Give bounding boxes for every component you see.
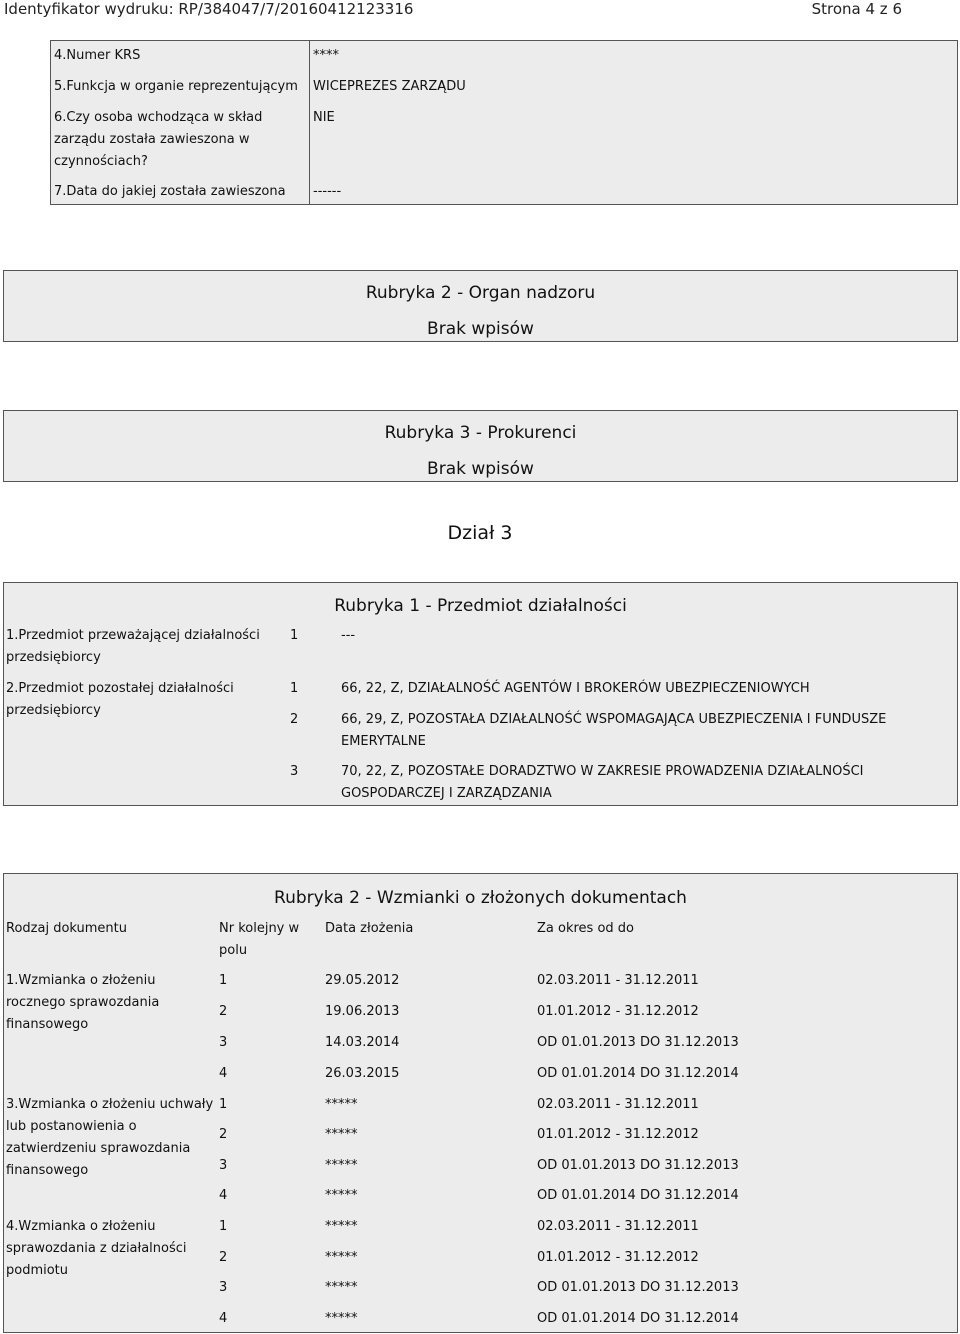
other-activity-text: 66, 29, Z, POZOSTAŁA DZIAŁALNOŚĆ WSPOMAGAJĄCA UBEZPIECZENIA I FUNDUSZE EMERYTALNE (341, 712, 887, 749)
filing-date: ***** (325, 1250, 358, 1265)
filing-date: ***** (325, 1097, 358, 1112)
entry-number: 3 (219, 1035, 228, 1050)
period: OD 01.01.2014 DO 31.12.2014 (537, 1311, 739, 1326)
entry-number: 2 (219, 1250, 228, 1265)
entry-number: 3 (219, 1158, 228, 1173)
suspended-date-label: 7.Data do jakiej została zawieszona (54, 184, 286, 199)
other-activity-text: 66, 22, Z, DZIAŁALNOŚĆ AGENTÓW I BROKERÓW UBEZPIECZENIOWYCH (341, 681, 810, 696)
board-member-values (309, 40, 958, 205)
column-header: Za okres od do (537, 921, 634, 936)
period: 02.03.2011 - 31.12.2011 (537, 973, 699, 988)
section-title: Dział 3 (447, 522, 513, 544)
filing-date: ***** (325, 1127, 358, 1142)
period: 01.01.2012 - 31.12.2012 (537, 1004, 699, 1019)
suspended-date-value: ------ (313, 184, 342, 199)
filing-date: ***** (325, 1280, 358, 1295)
filing-date: 19.06.2013 (325, 1004, 400, 1019)
suspended-value: NIE (313, 110, 335, 125)
column-header: Nr kolejny w polu (219, 921, 300, 958)
entry-number: 1 (219, 973, 228, 988)
document-type-label: 4.Wzmianka o złożeniu sprawozdania z działalności podmiotu (6, 1219, 187, 1278)
entry-number: 2 (219, 1004, 228, 1019)
filing-date: 14.03.2014 (325, 1035, 400, 1050)
column-header: Rodzaj dokumentu (6, 921, 127, 936)
function-label: 5.Funkcja w organie reprezentującym (54, 79, 298, 94)
main-activity-label: 1.Przedmiot przeważającej działalności przedsiębiorcy (6, 628, 260, 665)
wzmianki-title: Rubryka 2 - Wzmianki o złożonych dokumentach (274, 888, 687, 908)
period: 01.01.2012 - 31.12.2012 (537, 1250, 699, 1265)
krs-label: 4.Numer KRS (54, 48, 141, 63)
prokurenci-note: Brak wpisów (427, 459, 534, 479)
organ-nadzoru-note: Brak wpisów (427, 319, 534, 339)
filing-date: 26.03.2015 (325, 1066, 400, 1081)
period: OD 01.01.2014 DO 31.12.2014 (537, 1066, 739, 1081)
other-activity-no: 1 (290, 681, 299, 696)
krs-value: **** (313, 48, 339, 63)
przedmiot-title: Rubryka 1 - Przedmiot działalności (334, 596, 627, 616)
other-activity-text: 70, 22, Z, POZOSTAŁE DORADZTWO W ZAKRESIE PROWADZENIA DZIAŁALNOŚCI GOSPODARCZEJ I ZARZĄDZANIA (341, 764, 864, 801)
organ-nadzoru-title: Rubryka 2 - Organ nadzoru (365, 283, 596, 303)
prokurenci-title: Rubryka 3 - Prokurenci (384, 423, 577, 443)
suspended-label: 6.Czy osoba wchodząca w skład zarządu została zawieszona w czynnościach? (54, 110, 263, 169)
period: OD 01.01.2013 DO 31.12.2013 (537, 1158, 739, 1173)
period: 01.01.2012 - 31.12.2012 (537, 1127, 699, 1142)
print-identifier: Identyfikator wydruku: RP/384047/7/20160412123316 (4, 0, 414, 18)
period: OD 01.01.2014 DO 31.12.2014 (537, 1188, 739, 1203)
main-activity-no: 1 (290, 628, 299, 643)
period: 02.03.2011 - 31.12.2011 (537, 1097, 699, 1112)
other-activity-no: 2 (290, 712, 299, 727)
main-activity-text: --- (341, 628, 356, 643)
period: 02.03.2011 - 31.12.2011 (537, 1219, 699, 1234)
period: OD 01.01.2013 DO 31.12.2013 (537, 1035, 739, 1050)
entry-number: 3 (219, 1280, 228, 1295)
filing-date: 29.05.2012 (325, 973, 400, 988)
filing-date: ***** (325, 1188, 358, 1203)
document-type-label: 3.Wzmianka o złożeniu uchwały lub postanowienia o zatwierdzeniu sprawozdania finansowego (6, 1097, 214, 1178)
document-type-label: 1.Wzmianka o złożeniu rocznego sprawozdania finansowego (6, 973, 160, 1032)
prokurenci-box (3, 410, 958, 482)
entry-number: 4 (219, 1066, 228, 1081)
other-activity-label: 2.Przedmiot pozostałej działalności przedsiębiorcy (6, 681, 234, 718)
organ-nadzoru-box (3, 270, 958, 342)
column-header: Data złożenia (325, 921, 414, 936)
other-activity-no: 3 (290, 764, 299, 779)
filing-date: ***** (325, 1311, 358, 1326)
entry-number: 2 (219, 1127, 228, 1142)
entry-number: 4 (219, 1188, 228, 1203)
filing-date: ***** (325, 1158, 358, 1173)
page-number: Strona 4 z 6 (811, 0, 902, 18)
entry-number: 4 (219, 1311, 228, 1326)
function-value: WICEPREZES ZARZĄDU (313, 79, 466, 94)
period: OD 01.01.2013 DO 31.12.2013 (537, 1280, 739, 1295)
entry-number: 1 (219, 1097, 228, 1112)
filing-date: ***** (325, 1219, 358, 1234)
entry-number: 1 (219, 1219, 228, 1234)
